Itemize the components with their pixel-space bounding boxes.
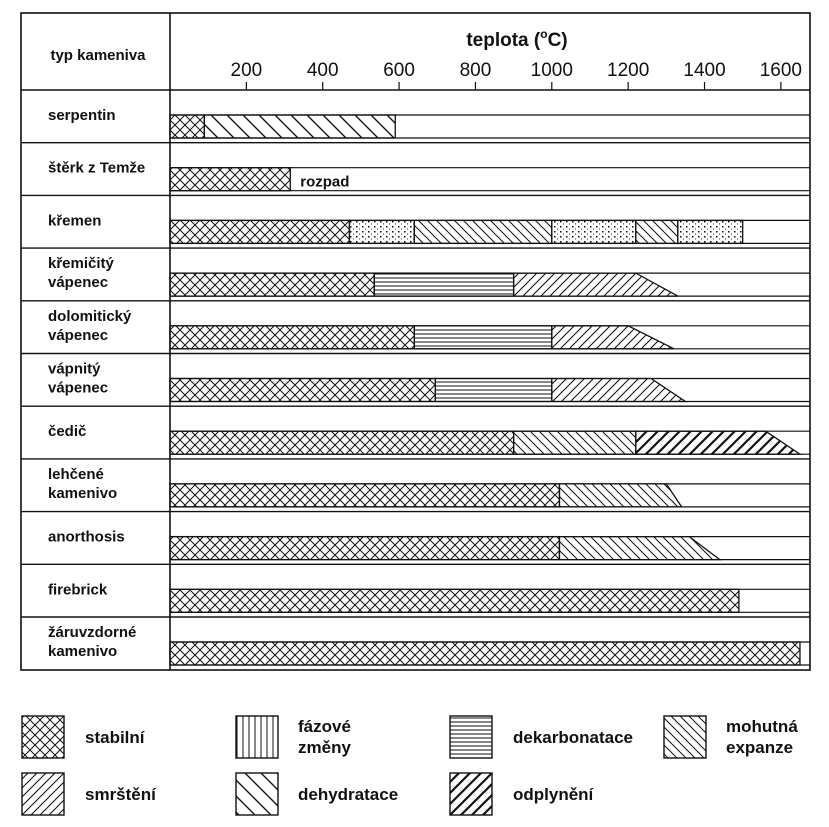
table-row (21, 195, 810, 243)
legend-label: smrštění (85, 785, 156, 804)
legend-item-expanze (664, 716, 798, 758)
table-row (21, 301, 810, 349)
legend-label: odplynění (513, 785, 594, 804)
bar-segment-expanze (514, 431, 636, 454)
bar-segment-expanze (636, 220, 678, 243)
row-label: firebrick (48, 581, 108, 599)
bar-segment-dehydratace (204, 115, 395, 138)
row-label: dolomitický (48, 307, 132, 325)
bar-segment-stabilni (170, 326, 414, 349)
legend (22, 716, 798, 815)
bar-segment-stabilni (170, 115, 204, 138)
bar-segment-dekarbonatace (374, 273, 513, 296)
bar-segment-fazove (552, 220, 636, 243)
legend-swatch (450, 716, 492, 758)
bar-segment-fazove (349, 220, 414, 243)
row-label: žáruvzdorné (48, 624, 137, 641)
legend-item-dekarbonatace (450, 716, 633, 758)
row-label: lehčené (48, 465, 104, 483)
bar-segment-stabilni (170, 537, 559, 560)
row-label: vápenec (48, 274, 109, 292)
bar-segment-stabilni (170, 431, 514, 454)
bar-segment-stabilni (170, 379, 435, 402)
row-label: štěrk z Temže (48, 159, 146, 177)
x-tick-label: 1600 (759, 60, 803, 81)
table-row (21, 143, 810, 191)
bar-segment-smrsteni (514, 273, 678, 296)
legend-swatch (450, 773, 492, 815)
bar-segment-smrsteni (552, 379, 686, 402)
row-header-label: typ kameniva (50, 47, 146, 64)
table-row (21, 459, 810, 507)
row-label: vápenec (48, 379, 109, 397)
x-tick-label: 400 (306, 60, 339, 81)
table-row (21, 512, 810, 560)
x-tick-label: 1000 (530, 60, 573, 81)
x-tick-label: 200 (230, 60, 263, 81)
legend-swatch (236, 716, 278, 758)
legend-label: mohutná (726, 717, 798, 736)
bar-segment-stabilni (170, 589, 739, 612)
x-axis-ticks (231, 60, 803, 90)
legend-label: změny (298, 738, 351, 757)
row-label: kamenivo (48, 484, 118, 502)
bar-segment-odplyneni (636, 431, 800, 454)
legend-label: dehydratace (298, 785, 399, 804)
bar-segment-stabilni (170, 168, 290, 191)
legend-swatch (22, 773, 64, 815)
row-note: rozpad (300, 173, 350, 191)
row-label: křemičitý (48, 255, 114, 273)
legend-label: dekarbonatace (513, 728, 633, 747)
bar-segment-stabilni (170, 642, 800, 665)
bar-segment-expanze (559, 537, 719, 560)
bar-segment-expanze (559, 484, 681, 507)
legend-item-smrsteni (22, 773, 157, 815)
table-row (21, 406, 810, 454)
x-tick-label: 600 (383, 60, 415, 81)
row-label: vápenec (48, 326, 109, 344)
bar-segment-smrsteni (552, 326, 674, 349)
table-row (21, 354, 810, 402)
x-tick-label: 1200 (607, 60, 650, 81)
axis-title: teplota ($^o$C) (466, 27, 568, 51)
row-label: serpentin (48, 107, 116, 124)
row-label: anorthosis (48, 528, 125, 546)
legend-label: stabilní (85, 728, 145, 747)
table-row (21, 617, 810, 665)
bar-segment-dekarbonatace (435, 379, 551, 402)
row-label: vápnitý (48, 360, 101, 378)
legend-item-dehydratace (236, 773, 398, 815)
legend-item-fazove (236, 716, 351, 758)
row-label: kamenivo (48, 643, 118, 660)
x-tick-label: 1400 (683, 60, 726, 81)
legend-label: expanze (726, 738, 794, 757)
row-label: křemen (48, 212, 102, 230)
chart-rows (21, 107, 810, 665)
legend-item-stabilni (22, 716, 146, 758)
x-tick-label: 800 (459, 60, 492, 81)
legend-swatch (664, 716, 706, 758)
row-label: čedič (48, 423, 87, 441)
legend-item-odplyneni (450, 773, 595, 815)
bar-segment-stabilni (170, 220, 349, 243)
bar-segment-dekarbonatace (414, 326, 551, 349)
bar-segment-stabilni (170, 273, 374, 296)
legend-label: fázové (298, 717, 351, 736)
legend-swatch (236, 773, 278, 815)
bar-segment-expanze (414, 220, 551, 243)
bar-segment-fazove (678, 220, 743, 243)
table-row (48, 107, 810, 138)
table-row (21, 564, 810, 612)
table-row (21, 248, 810, 296)
bar-segment-stabilni (170, 484, 559, 507)
legend-swatch (22, 716, 64, 758)
